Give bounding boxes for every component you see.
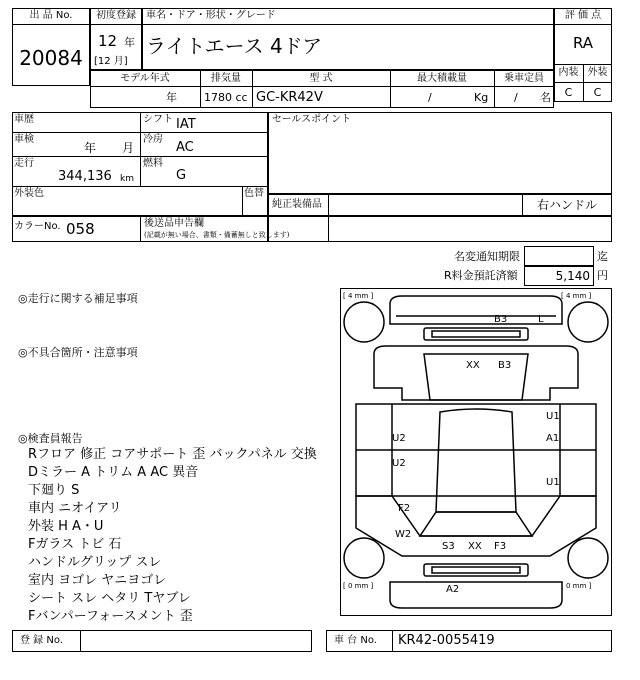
color-no-label: カラーNo. <box>14 221 61 232</box>
mileage-unit: km <box>120 174 134 184</box>
mark-rear-b3: B3 <box>494 314 508 325</box>
tire-tread-rear-right: [ 4 mm ] <box>561 292 592 300</box>
docs-extension-box <box>268 216 612 242</box>
mark-left-w2: W2 <box>395 529 412 540</box>
lot-number-label: 出 品 No. <box>29 10 73 21</box>
type-label: 型 式 <box>309 73 333 84</box>
shift-label: シフト <box>143 114 173 125</box>
rear-bumper <box>390 296 562 324</box>
mark-left-u2-bottom: U2 <box>392 458 406 469</box>
tire-tread-rear-left: [ 4 mm ] <box>343 292 374 300</box>
windshield <box>420 512 532 536</box>
wheel-rear-left <box>344 302 384 342</box>
mark-left-f2: F2 <box>398 503 411 514</box>
genuine-equipment-label: 純正装備品 <box>272 199 322 210</box>
recycle-fee-unit: 円 <box>597 269 608 282</box>
capacity-label: 乗車定員 <box>504 73 544 84</box>
mark-front-xx: XX <box>468 541 482 552</box>
capacity-unit: 名 <box>540 91 551 104</box>
wheel-front-right <box>568 538 608 578</box>
exterior-grade: C <box>593 86 602 99</box>
inspector-line: Fバンパーフォースメント 歪 <box>28 609 193 624</box>
fuel-value: G <box>176 168 187 183</box>
mark-rear-xx: XX <box>466 360 480 371</box>
inspector-report-label: ◎検査員報告 <box>18 432 83 445</box>
mark-right-a1: A1 <box>546 433 560 444</box>
registration-number-label: 登 録 No. <box>20 635 63 646</box>
first-registration-year: 12 <box>98 32 118 50</box>
mark-right-u1-top: U1 <box>546 411 560 422</box>
name-change-deadline-value <box>524 246 594 266</box>
exterior-color-label: 外装色 <box>14 188 44 199</box>
inspector-line: 車内 ニオイアリ <box>28 501 122 516</box>
interior-grade-label: 内装 <box>558 67 579 78</box>
mileage-value: 344,136 <box>58 169 112 184</box>
inspector-line: Fガラス トビ 石 <box>28 537 122 552</box>
mark-left-u2-top: U2 <box>392 433 406 444</box>
wheel-front-left <box>344 538 384 578</box>
inspector-line: ハンドルグリップ スレ <box>28 555 162 570</box>
docs-label: 後送品申告欄 <box>144 218 204 229</box>
recycle-fee-label: R料金預託済額 <box>444 269 518 282</box>
mark-rear-l: L <box>538 314 544 325</box>
aircon-value: AC <box>176 140 194 155</box>
inspector-line: シート スレ ヘタリ Tヤブレ <box>28 591 191 606</box>
inspector-line: 外装 H A・U <box>28 519 104 534</box>
chassis-number-label: 車 台 No. <box>334 635 377 646</box>
exterior-grade-label: 外装 <box>587 67 608 78</box>
sales-points-label: セールスポイント <box>272 114 352 125</box>
max-load-unit: Kg <box>474 91 489 104</box>
aircon-label: 冷房 <box>143 134 163 145</box>
mark-rear-glass-b3: B3 <box>498 360 512 371</box>
car-name: ライトエース 4ドア <box>146 34 323 58</box>
inspection-month-unit: 月 <box>122 141 135 155</box>
max-load-slash: / <box>428 91 432 104</box>
model-year-unit: 年 <box>166 91 177 104</box>
evaluation-score: RA <box>572 34 594 52</box>
defects-notes-label: ◎不具合箇所・注意事項 <box>18 346 138 359</box>
year-unit: 年 <box>124 36 135 49</box>
chassis-number-value: KR42-0055419 <box>398 633 495 648</box>
front-bumper <box>390 582 562 608</box>
first-registration-label: 初度登録 <box>96 10 136 21</box>
inspection-label: 車検 <box>14 134 34 145</box>
displacement-value: 1780 cc <box>204 91 248 104</box>
shift-value: IAT <box>176 117 196 132</box>
tire-tread-front-left: [ 0 mm ] <box>343 582 374 590</box>
inspector-line: Rフロア 修正 コアサポート 歪 バックパネル 交換 <box>28 447 317 462</box>
inspector-line: 下廻り S <box>28 483 80 498</box>
first-registration-month: [12 月] <box>94 56 128 67</box>
fuel-label: 燃料 <box>143 158 163 169</box>
color-no-value: 058 <box>66 220 95 238</box>
inspector-line: 室内 ヨゴレ ヤニヨゴレ <box>28 573 167 588</box>
mark-front-bumper-a2: A2 <box>446 584 460 595</box>
name-change-deadline-unit: 迄 <box>597 250 608 263</box>
tire-tread-front-right: [ 0 mm ] <box>561 582 592 590</box>
capacity-slash: / <box>514 91 518 104</box>
displacement-label: 排気量 <box>211 73 241 84</box>
interior-grade: C <box>564 86 573 99</box>
mark-front-f3: F3 <box>494 541 507 552</box>
inspector-line: Dミラー A トリム A AC 異音 <box>28 465 199 480</box>
evaluation-label: 評 価 点 <box>564 10 602 21</box>
history-label: 車歴 <box>14 114 34 125</box>
inspection-year-unit: 年 <box>84 141 97 155</box>
rear-lamp-bar <box>424 328 528 340</box>
wheel-rear-right <box>568 302 608 342</box>
recycle-fee-value: 5,140 <box>555 269 590 283</box>
car-damage-diagram <box>340 288 612 616</box>
type-value: GC-KR42V <box>256 90 323 105</box>
mark-right-u1-bottom: U1 <box>546 477 560 488</box>
car-name-label: 車名・ドア・形状・グレード <box>146 10 276 21</box>
mark-front-s3: S3 <box>442 541 455 552</box>
color-change-label: 色替 <box>244 188 264 199</box>
docs-note: (記載が無い場合、書類・備蓄無しと致します) <box>144 231 290 239</box>
max-load-label: 最大積載量 <box>417 73 467 84</box>
mileage-label: 走行 <box>14 158 34 169</box>
driving-notes-label: ◎走行に関する補足事項 <box>18 292 138 305</box>
steering-side: 右ハンドル <box>536 198 597 212</box>
lot-number-value: 20084 <box>19 46 83 70</box>
front-lamp-bar <box>424 564 528 576</box>
model-year-label: モデル年式 <box>120 73 170 84</box>
name-change-deadline-label: 名変通知期限 <box>454 250 520 263</box>
